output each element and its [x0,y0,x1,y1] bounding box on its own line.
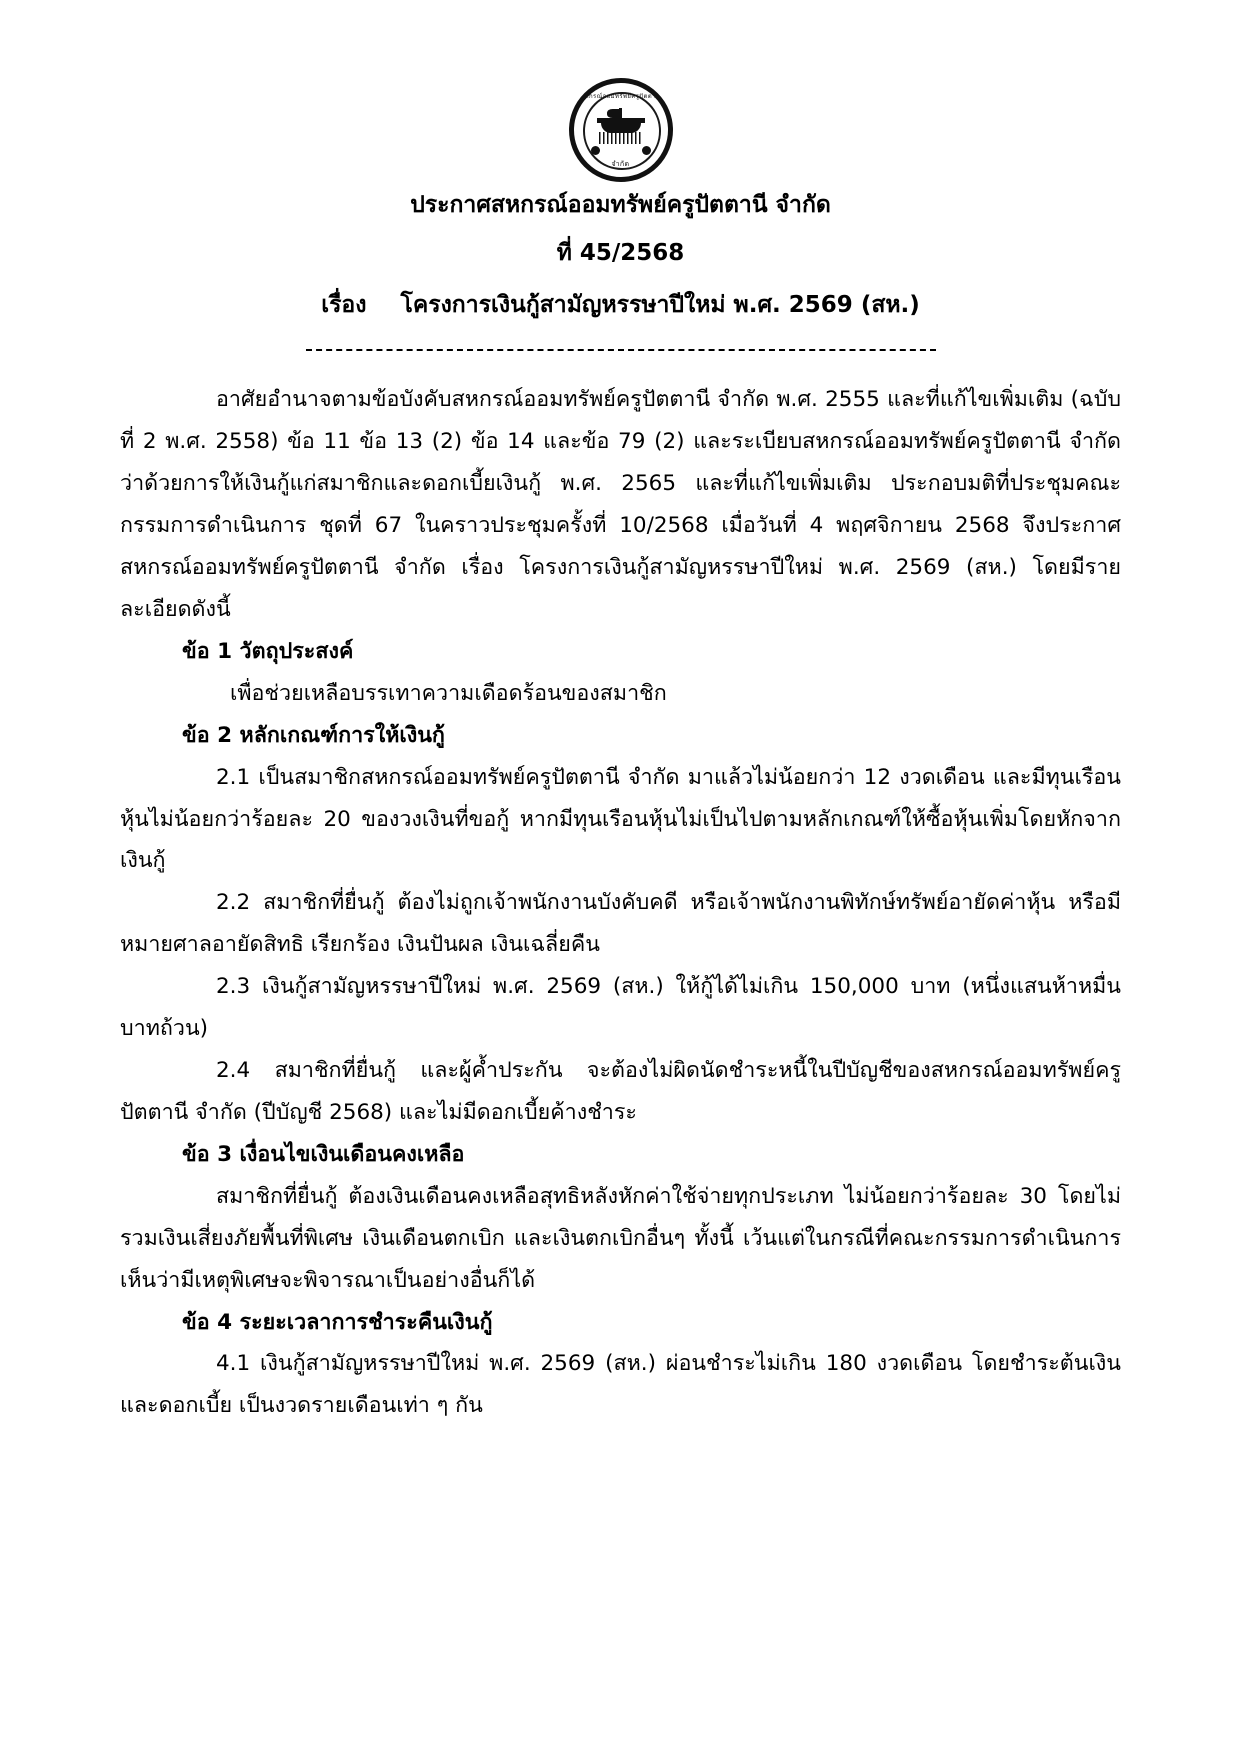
clause-3-paragraph-1: สมาชิกที่ยื่นกู้ ต้องเงินเดือนคงเหลือสุทธิหลังหักค่าใช้จ่ายทุกประเภท ไม่น้อยกว่าร้อยละ 30 โดยไม่รวมเงินเสี่ยงภัยพื้นที่พิเศษ เงินเดือนตกเบิก และเงินตกเบิกอื่นๆ ทั้งนี้ เว้นแต่ในกรณีที่คณะกรรมการดำเนินการเห็นว่ามีเหตุพิเศษจะพิจารณาเป็นอย่างอื่นก็ได้ [120,1183,1121,1293]
document-title: ประกาศสหกรณ์ออมทรัพย์ครูปัตตานี จำกัด [410,192,831,218]
seal-arc-bottom-text: จำกัด [611,160,630,168]
clause-4-paragraph-1: 4.1 เงินกู้สามัญหรรษาปีใหม่ พ.ศ. 2569 (สห.) ผ่อนชำระไม่เกิน 180 งวดเดือน โดยชำระต้นเงินและดอกเบี้ย เป็นงวดรายเดือนเท่า ๆ กัน [120,1351,1121,1419]
seal-arc-top-text: สหกรณ์ออมทรัพย์ครูปัตตานี [580,93,661,100]
seal-emblem-icon [593,108,649,144]
clause-4 [120,1302,1121,1428]
clause-2-paragraph-2: 2.2 สมาชิกที่ยื่นกู้ ต้องไม่ถูกเจ้าพนักงานบังคับคดี หรือเจ้าพนักงานพิทักษ์ทรัพย์อายัดค่าหุ้น หรือมีหมายศาลอายัดสิทธิ เรียกร้อง เงินปันผล เงินเฉลี่ยคืน [120,890,1121,958]
clause-2-paragraph-4: 2.4 สมาชิกที่ยื่นกู้ และผู้ค้ำประกัน จะต้องไม่ผิดนัดชำระหนี้ในปีบัญชีของสหกรณ์ออมทรัพย์ครูปัตตานี จำกัด (ปีบัญชี 2568) และไม่มีดอกเบี้ยค้างชำระ [120,1058,1121,1125]
document-number: ที่ 45/2568 [556,239,685,266]
document-subject-line [120,287,1121,323]
seal-rays-shape [599,132,643,144]
preamble-paragraph: อาศัยอำนาจตามข้อบังคับสหกรณ์ออมทรัพย์ครูปัตตานี จำกัด พ.ศ. 2555 และที่แก้ไขเพิ่มเติม (ฉบับที่ 2 พ.ศ. 2558) ข้อ 11 ข้อ 13 (2) ข้อ 14 และข้อ 79 (2) และระเบียบสหกรณ์ออมทรัพย์ครูปัตตานี จำกัด ว่าด้วยการให้เงินกู้แก่สมาชิกและดอกเบี้ยเงินกู้ พ.ศ. 2565 และที่แก้ไขเพิ่มเติม ประกอบมติที่ประชุมคณะกรรมการดำเนินการ ชุดที่ 67 ในคราวประชุมครั้งที่ 10/2568 เมื่อวันที่ 4 พฤศจิกายน 2568 จึงประกาศสหกรณ์ออมทรัพย์ครูปัตตานี จำกัด เรื่อง โครงการเงินกู้สามัญหรรษาปีใหม่ พ.ศ. 2569 (สห.) โดยมีรายละเอียดดังนี้ [120,387,1121,622]
clause-4-heading: ข้อ 4 ระยะเวลาการชำระคืนเงินกู้ [182,1309,493,1335]
seal-left-ornament-icon [591,146,600,155]
clause-2 [120,715,1121,1134]
document-body [120,379,1121,1427]
clause-1 [120,631,1121,715]
clause-1-paragraph-1: เพื่อช่วยเหลือบรรเทาความเดือดร้อนของสมาชิก [230,680,667,706]
cooperative-seal-container [120,78,1121,182]
clause-2-paragraph-3: 2.3 เงินกู้สามัญหรรษาปีใหม่ พ.ศ. 2569 (สห.) ให้กู้ได้ไม่เกิน 150,000 บาท (หนึ่งแสนห้าหมื่นบาทถ้วน) [120,974,1121,1042]
subject-text: โครงการเงินกู้สามัญหรรษาปีใหม่ พ.ศ. 2569 (สห.) [400,292,920,319]
clause-3-heading: ข้อ 3 เงื่อนไขเงินเดือนคงเหลือ [182,1141,465,1167]
cooperative-seal-icon [569,78,673,182]
clause-1-heading: ข้อ 1 วัตถุประสงค์ [182,638,354,664]
clause-2-heading: ข้อ 2 หลักเกณฑ์การให้เงินกู้ [182,722,445,748]
horizontal-divider [306,349,936,351]
seal-right-ornament-icon [642,146,651,155]
clause-2-paragraph-1: 2.1 เป็นสมาชิกสหกรณ์ออมทรัพย์ครูปัตตานี จำกัด มาแล้วไม่น้อยกว่า 12 งวดเดือน และมีทุนเรือนหุ้นไม่น้อยกว่าร้อยละ 20 ของวงเงินที่ขอกู้ หากมีทุนเรือนหุ้นไม่เป็นไปตามหลักเกณฑ์ให้ซื้อหุ้นเพิ่มโดยหักจากเงินกู้ [120,764,1121,874]
clause-3 [120,1134,1121,1302]
subject-label: เรื่อง [321,292,367,319]
